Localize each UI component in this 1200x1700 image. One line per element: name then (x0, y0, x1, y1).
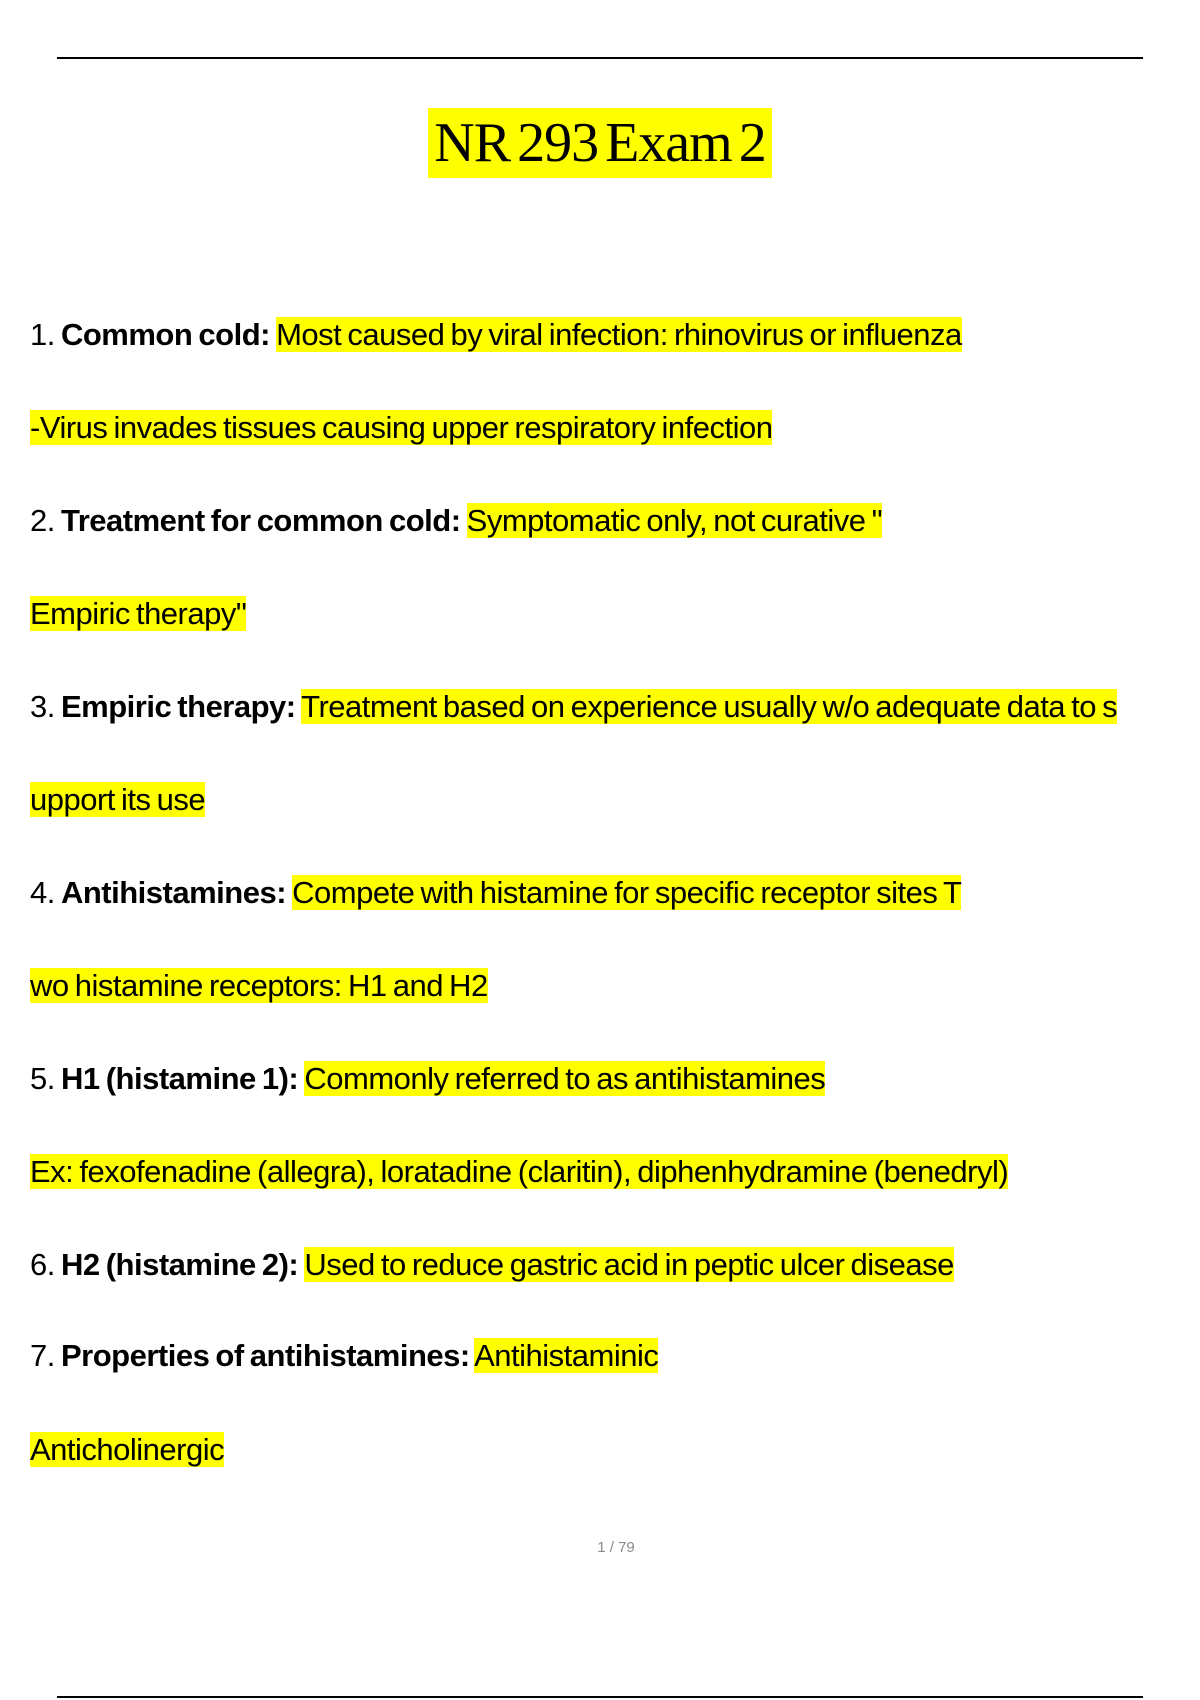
entry-continuation: upport its use (30, 782, 206, 817)
entry-5-continuation (30, 1152, 1008, 1192)
entry-number: 6. (30, 1247, 55, 1282)
entry-5 (30, 1059, 825, 1099)
entry-term: H1 (histamine 1): (60, 1061, 299, 1096)
entry-term: H2 (histamine 2): (60, 1247, 299, 1282)
entry-definition: Compete with histamine for specific receptor sites T (292, 875, 962, 910)
entry-continuation: Anticholinergic (30, 1432, 225, 1467)
entry-continuation: Empiric therapy" (30, 596, 247, 631)
title-wrap (0, 108, 1200, 178)
entry-number: 5. (30, 1061, 55, 1096)
document-title: NR 293 Exam 2 (428, 108, 771, 178)
entry-number: 3. (30, 689, 55, 724)
entry-definition: Symptomatic only, not curative " (466, 503, 883, 538)
page-indicator: 1 / 79 (597, 1539, 635, 1556)
entry-continuation: -Virus invades tissues causing upper respiratory infection (30, 410, 773, 445)
entry-1-continuation (30, 408, 772, 448)
entry-definition: Used to reduce gastric acid in peptic ulcer disease (304, 1247, 954, 1282)
entry-definition: Commonly referred to as antihistamines (304, 1061, 826, 1096)
entry-definition: Most caused by viral infection: rhinovirus or influenza (276, 317, 962, 352)
entry-number: 7. (30, 1338, 55, 1373)
entry-7 (30, 1336, 658, 1376)
entry-definition: Antihistaminic (474, 1338, 659, 1373)
entry-continuation: Ex: fexofenadine (allegra), loratadine (claritin), diphenhydramine (benedryl) (30, 1154, 1009, 1189)
entry-term: Antihistamines: (60, 875, 287, 910)
entry-definition: Treatment based on experience usually w/o adequate data to s (301, 689, 1118, 724)
entry-continuation: wo histamine receptors: H1 and H2 (30, 968, 488, 1003)
entry-1 (30, 315, 962, 355)
entry-number: 2. (30, 503, 55, 538)
top-rule (57, 57, 1143, 59)
entry-term: Properties of antihistamines: (60, 1338, 470, 1373)
entry-4 (30, 873, 961, 913)
entry-number: 1. (30, 317, 55, 352)
bottom-rule (57, 1696, 1143, 1698)
entry-term: Empiric therapy: (60, 689, 296, 724)
entry-term: Common cold: (60, 317, 270, 352)
entry-3 (30, 687, 1117, 727)
entry-number: 4. (30, 875, 55, 910)
entry-2 (30, 501, 882, 541)
entry-6 (30, 1245, 954, 1285)
entry-2-continuation (30, 594, 246, 634)
entry-7-continuation (30, 1430, 224, 1470)
entry-term: Treatment for common cold: (60, 503, 461, 538)
entry-4-continuation (30, 966, 488, 1006)
entry-3-continuation (30, 780, 205, 820)
